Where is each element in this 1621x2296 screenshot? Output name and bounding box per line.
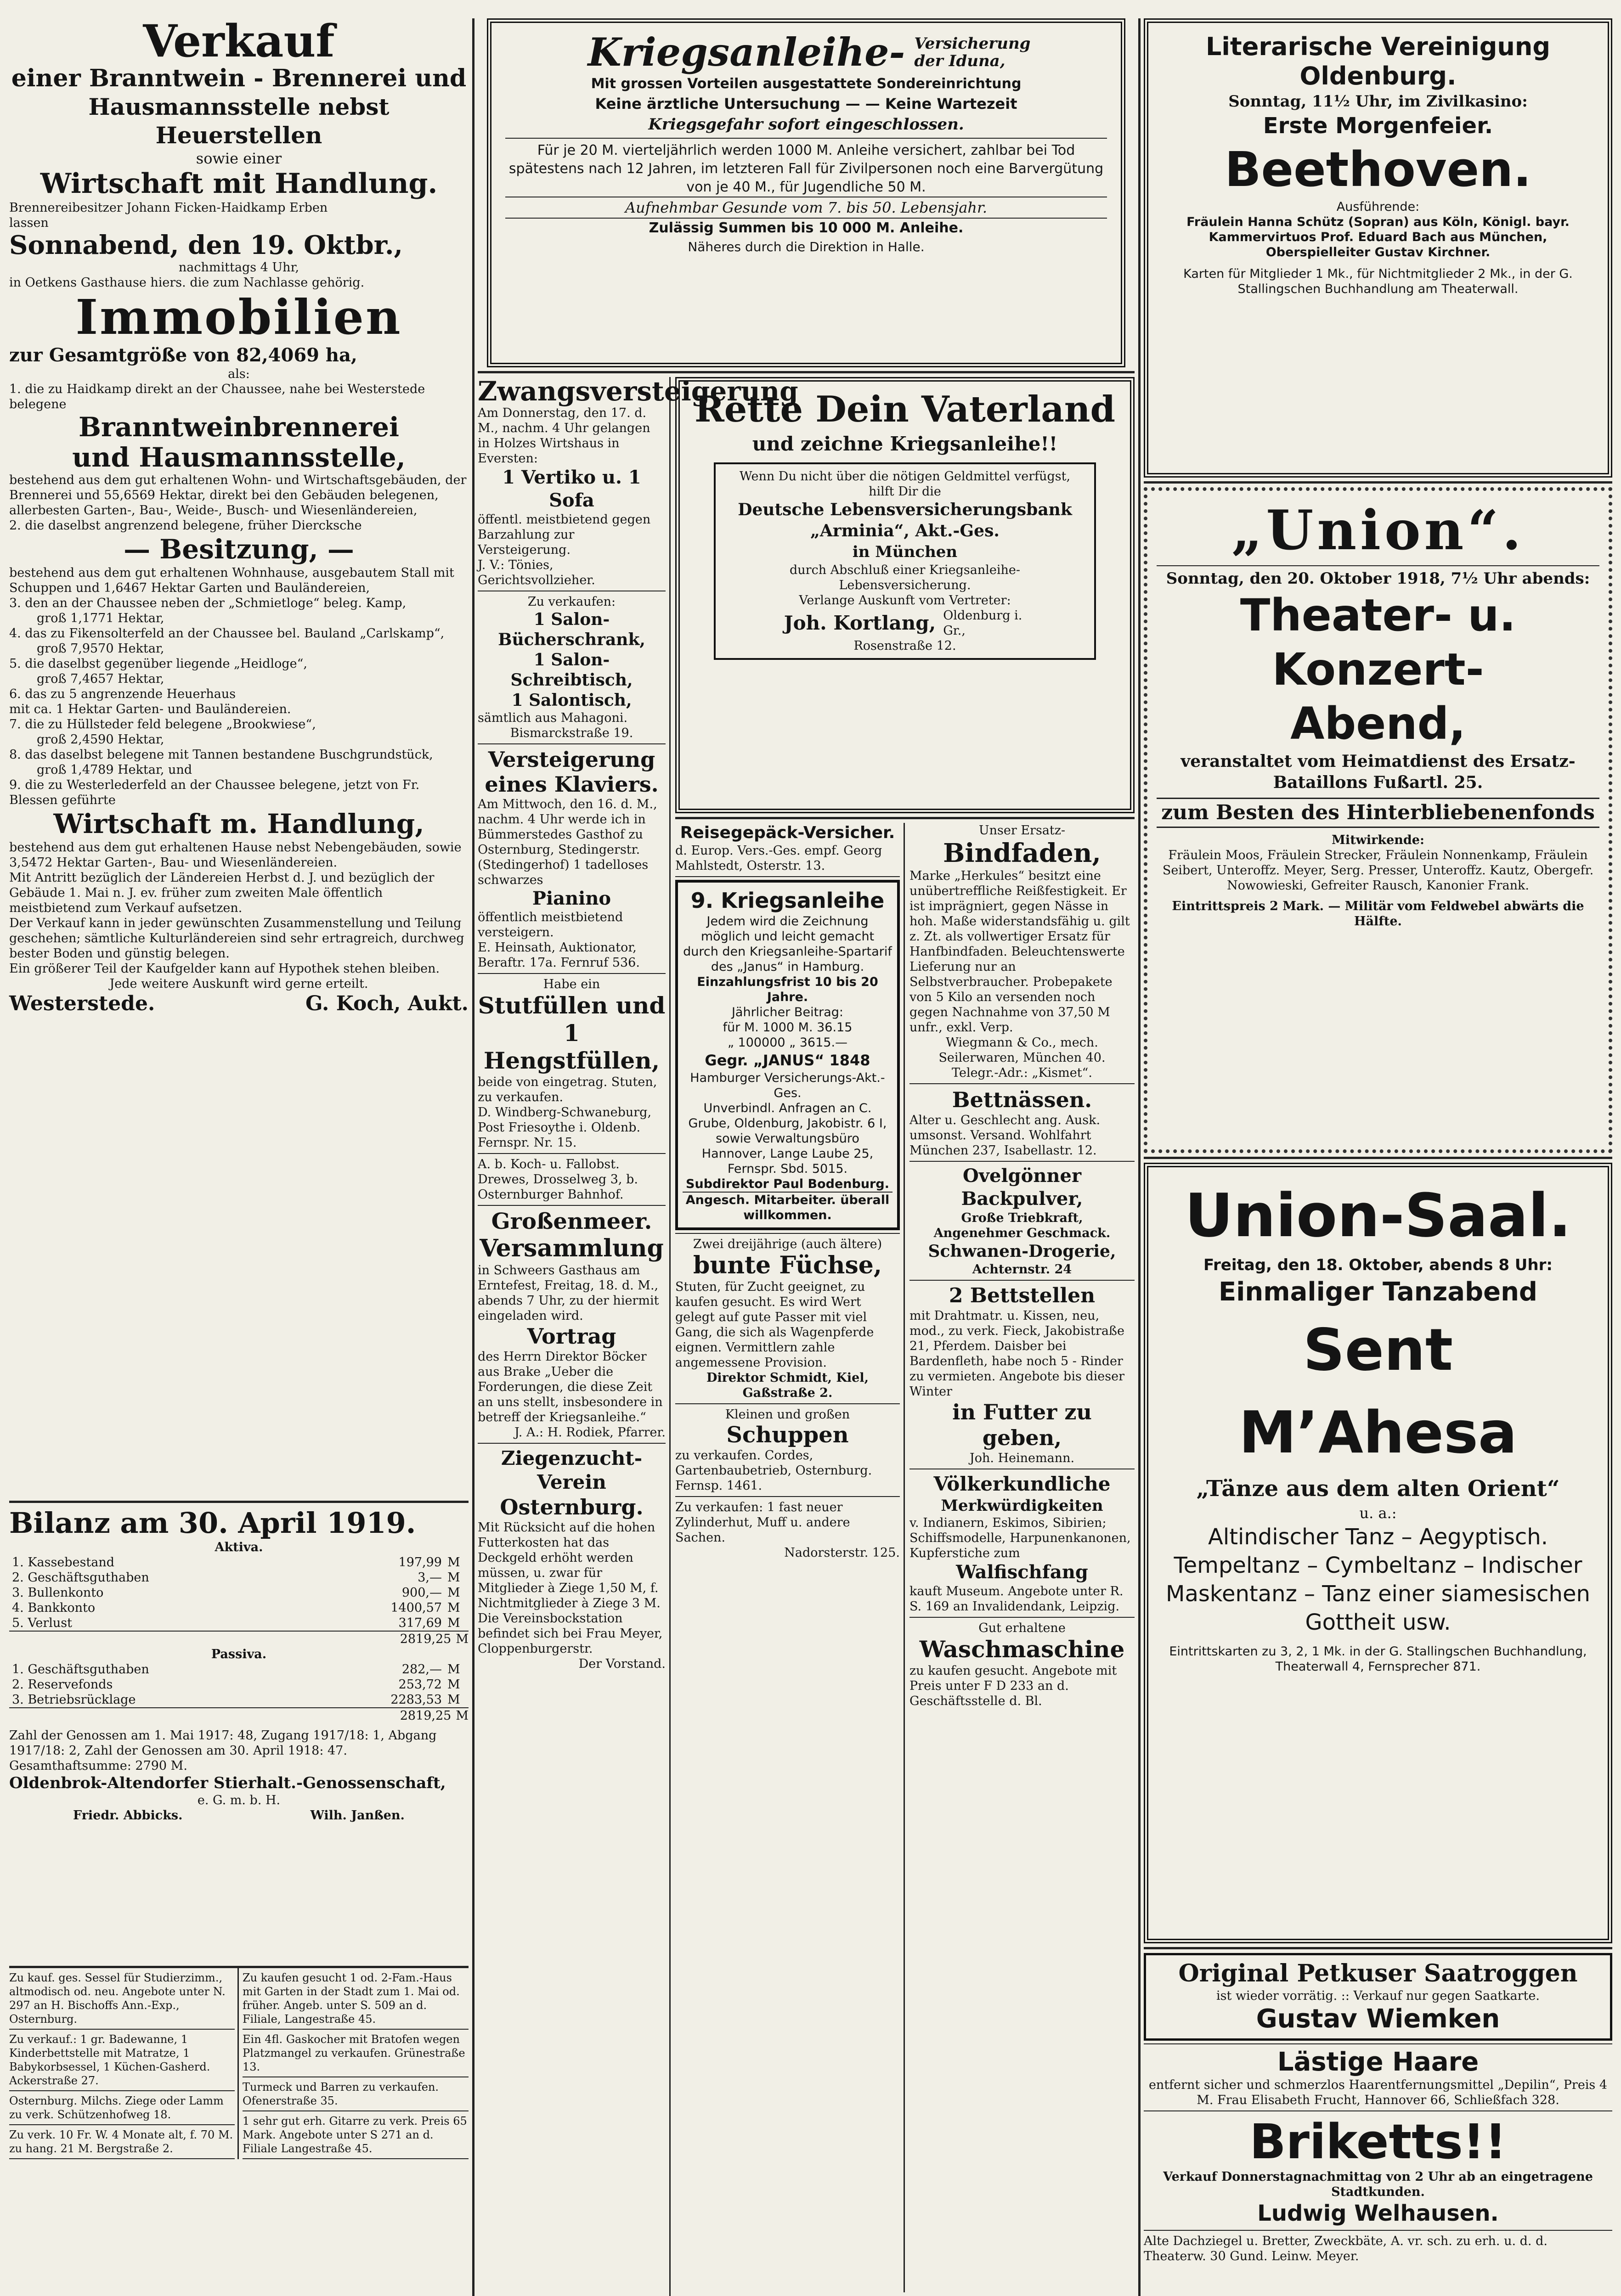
bind-head: Unser Ersatz-: [978, 823, 1066, 838]
lit-perf: Ausführende:: [1336, 200, 1420, 214]
verkauf-title: Verkauf: [143, 15, 335, 67]
literarische-ad: [1144, 18, 1612, 478]
schuppen-head: Kleinen und großen: [725, 1407, 850, 1422]
bilanz-row: [9, 1555, 469, 1570]
rette-text3: Verlange Auskunft vom Vertreter:: [799, 593, 1011, 608]
verkauf-line3: sowie einer: [196, 150, 282, 167]
classified-item: Turmeck und Barren zu verkaufen. Ofenerstraße 35.: [243, 2077, 469, 2111]
iduna-l4: Für je 20 M. vierteljährlich werden 1000 M. Anleihe versichert, zahlbar bei Tod spätestens nach 12 Jahren, im letzteren Fall für Zivilpersonen noch eine Barvergütung von je 40 M., für Jugendliche 50 M.: [508, 142, 1104, 195]
janus-text2: Hamburger Versicherungs-Akt.-Ges.: [690, 1071, 885, 1100]
bilanz-row-currency: M: [447, 1555, 460, 1570]
item-4-size: groß 7,9570 Hektar,: [37, 642, 164, 656]
stuten-head: Habe ein: [543, 977, 600, 991]
backpulver-l2: Angenehmer Geschmack.: [933, 1226, 1111, 1240]
schuppen-text: zu verkaufen. Cordes, Gartenbaubetrieb, Osternburg. Fernsp. 1461.: [675, 1448, 872, 1493]
sign-name: G. Koch, Aukt.: [305, 992, 469, 1015]
column-middle: [478, 18, 1135, 2296]
union-mit: Mitwirkende:: [1332, 833, 1424, 847]
bilanz-row-label: 1. Kassebestand: [12, 1555, 115, 1570]
backpulver-title: Ovelgönner Backpulver,: [961, 1165, 1083, 1210]
lit-event: Erste Morgenfeier.: [1263, 113, 1493, 139]
aktiva-sum: 2819,25: [400, 1632, 452, 1646]
stuten-item-1: Stutfüllen und: [478, 992, 666, 1019]
briketts-text: Verkauf Donnerstagnachmittag von 2 Uhr ab an eingetragene Stadtkunden.: [1163, 2170, 1593, 2199]
bind-tel: Telegr.-Adr.: „Kismet“.: [952, 1066, 1092, 1080]
voelker-text: v. Indianern, Eskimos, Sibirien; Schiffsmodelle, Harpunenkanonen, Kupferstiche zum: [909, 1516, 1131, 1560]
als: als:: [228, 367, 250, 381]
gross-title-1: Großenmeer.: [491, 1209, 652, 1234]
lit-text: Fräulein Hanna Schütz (Sopran) aus Köln, Königl. bayr. Kammervirtuos Prof. Eduard Bach aus München, Oberspielleiter Gustav Kirchner.: [1186, 215, 1570, 259]
middle-inner-right: [905, 823, 1135, 2292]
bilanz-row: [9, 1662, 469, 1677]
saal-ua: u. a.:: [1359, 1504, 1397, 1522]
bilanz-row-label: 3. Bullenkonto: [12, 1586, 104, 1600]
item-3-size: groß 1,1771 Hektar,: [37, 611, 164, 625]
item-4: 4. das zu Fikensolterfeld an der Chaussee bel. Bauland „Carlskamp“,: [9, 626, 445, 641]
bilanz-row-label: 2. Reservefonds: [12, 1677, 113, 1692]
haftsumme: Gesamthaftsumme: 2790 M.: [9, 1759, 187, 1773]
ziegen-title-2: Osternburg.: [500, 1495, 644, 1519]
wasch-title: Waschmaschine: [919, 1636, 1125, 1663]
haare-ad: [1144, 2047, 1612, 2108]
haare-title: Lästige Haare: [1277, 2047, 1479, 2077]
middle-right-subcolumn: [671, 377, 1135, 2296]
saal-date: Freitag, den 18. Oktober, abends 8 Uhr:: [1203, 1256, 1553, 1274]
janus-row-1: für M. 1000 M. 36.15: [723, 1020, 853, 1035]
bilanz-row-value: 1400,57: [390, 1601, 442, 1615]
wirtschaft-title: Wirtschaft m. Handlung,: [53, 808, 424, 839]
backpulver-shop: Schwanen-Drogerie,: [928, 1242, 1116, 1261]
immobilien-title: Immobilien: [75, 289, 402, 345]
bilanz-row-currency: M: [447, 1662, 460, 1677]
bilanz-row-value: 282,—: [401, 1662, 442, 1677]
walfisch-text: kauft Museum. Angebote unter R. S. 169 an Invalidendank, Leipzig.: [909, 1584, 1124, 1614]
verkaufen-item: 1 Salontisch,: [511, 691, 632, 710]
small-ads-left-column: [9, 1968, 239, 2159]
verkaufen-item: 1 Salon-Bücherschrank,: [498, 610, 645, 649]
union-date: Sonntag, den 20. Oktober 1918, 7½ Uhr abends:: [1166, 569, 1590, 588]
klavier-sign: E. Heinsath, Auktionator, Beraftr. 17a. Fernruf 536.: [478, 940, 640, 970]
verkaufen-items: [478, 609, 666, 710]
saatroggen-ad: [1144, 1953, 1612, 2041]
bilanz-row-value: 3,—: [418, 1570, 442, 1585]
zwang-title: Zwangsversteigerung: [478, 376, 798, 407]
zylinder-addr: Nadorsterstr. 125.: [784, 1546, 900, 1560]
passiva-sum-currency: M: [456, 1709, 469, 1723]
rette-title: Rette Dein Vaterland: [694, 388, 1116, 430]
lit-karten: Karten für Mitglieder 1 Mk., für Nichtmitglieder 2 Mk., in der G. Stallingschen Buchhandlung am Theaterwall.: [1183, 267, 1573, 296]
zwang-sign: J. V.: Tönies, Gerichtsvollzieher.: [478, 558, 595, 587]
passiva-label: Passiva.: [211, 1647, 267, 1661]
lit-title-2: Oldenburg.: [1299, 62, 1457, 90]
verkaufen-addr: Bismarckstraße 19.: [510, 726, 633, 740]
item-3: 3. den an der Chaussee neben der „Schmietloge“ beleg. Kamp,: [9, 596, 407, 610]
iduna-l7: Näheres durch die Direktion in Halle.: [688, 239, 925, 254]
bilanz-row-currency: M: [447, 1601, 460, 1615]
item-8-size: groß 1,4789 Hektar, und: [37, 763, 192, 777]
iduna-l6: Zulässig Summen bis 10 000 M. Anleihe.: [649, 220, 964, 236]
saal-karten: Eintrittskarten zu 3, 2, 1 Mk. in der G. Stallingschen Buchhandlung, Theaterwall 4, Fernsprecher 871.: [1169, 1644, 1587, 1674]
bilanz-row: [9, 1585, 469, 1600]
bilanz-row-value: 900,—: [401, 1586, 442, 1600]
column-right: [1144, 18, 1612, 2296]
brennerei-title-2: und Hausmannsstelle,: [72, 442, 406, 473]
saat-title: Original Petkuser Saatroggen: [1178, 1959, 1578, 1987]
genossen-text: Zahl der Genossen am 1. Mai 1917: 48, Zugang 1917/18: 1, Abgang 1917/18: 2, Zahl der Genossen am 30. April 1918: 47.: [9, 1728, 437, 1758]
ziegen-text: Mit Rücksicht auf die hohen Futterkosten hat das Deckgeld erhöht werden müssen, u. zwar für Mitglieder à Ziege 1,50 M, f. Nichtmitglieder à Ziege 3 M. Die Vereinsbockstation befindet sich bei Frau Meyer, Cloppenburgerstr.: [478, 1520, 663, 1656]
verkauf-lassen: lassen: [9, 216, 49, 230]
verkaufen-item: 1 Salon-Schreibtisch,: [510, 650, 633, 690]
rette-name: Joh. Kortlang,: [784, 612, 936, 634]
wirtschaft-text: bestehend aus dem gut erhaltenen Hause nebst Nebengebäuden, sowie 3,5472 Hektar Garten-, Bau- und Wiesenländereien.: [9, 840, 462, 870]
small-ads-left: [9, 1966, 469, 2159]
column-left: [9, 15, 469, 2296]
walfisch-title: Walfischfang: [956, 1561, 1088, 1583]
vortrag-title: Vortrag: [527, 1324, 616, 1349]
bilanz-row-value: 253,72: [398, 1677, 442, 1692]
bilanz-row-currency: M: [447, 1693, 460, 1707]
verkauf-owner: Brennereibesitzer Johann Ficken-Haidkamp Erben: [9, 201, 328, 215]
gesamt: zur Gesamtgröße von 82,4069 ha,: [9, 344, 357, 366]
bind-text: Marke „Herkules“ besitzt eine unübertreffliche Reißfestigkeit. Er ist imprägniert, gegen Nässe in hoh. Maße widerstandsfähig u. gilt z. Zt. als vollwertiger Ersatz für Hanfbindfaden. Beleuchtenswerte Lieferung nur an Selbstverbraucher. Probepakete von 5 Kilo an versenden noch gegen Nachnahme von 37,50 M unfr., exkl. Verp.: [909, 869, 1130, 1035]
janus-row-2: „ 100000 „ 3615.—: [727, 1035, 848, 1050]
sign-place: Westerstede.: [9, 992, 155, 1015]
vortrag-text: des Herrn Direktor Böcker aus Brake „Ueber die Forderungen, die diese Zeit an uns stellt, insbesondere in betreff der Kriegsanleihe.“: [478, 1350, 663, 1424]
classified-item: Zu kaufen gesucht 1 od. 2-Fam.-Haus mit Garten in der Stadt zum 1. Mai od. früher. Angeb. unter S. 509 an d. Filiale, Langestraße 45.: [243, 1968, 469, 2030]
iduna-l3: Kriegsgefahr sofort eingeschlossen.: [648, 115, 964, 134]
auskunft-text: Jede weitere Auskunft wird gerne erteilt.: [109, 977, 368, 991]
genossenschaft: Oldenbrok-Altendorfer Stierhalt.-Genossenschaft,: [9, 1774, 446, 1792]
bilanz-row-currency: M: [447, 1616, 460, 1630]
verkauf-line4: Wirtschaft mit Handlung.: [40, 168, 438, 200]
union-big-1: Theater- u. Konzert-: [1240, 590, 1516, 695]
bilanz-row: [9, 1615, 469, 1631]
bilanz-row-currency: M: [447, 1570, 460, 1585]
rette-city2: Oldenburg i. Gr.,: [943, 608, 1022, 638]
iduna-sub: Versicherung der Iduna,: [914, 34, 1031, 70]
verkauf-ad: [9, 15, 469, 1497]
lit-big: Beethoven.: [1225, 141, 1531, 197]
saal-event: Einmaliger Tanzabend: [1218, 1277, 1538, 1307]
union-price: Eintrittspreis 2 Mark. — Militär vom Feldwebel abwärts die Hälfte.: [1172, 899, 1584, 929]
union-big-2: Abend,: [1290, 698, 1466, 749]
besitzung-text: bestehend aus dem gut erhaltenen Wohnhause, ausgebautem Stall mit Schuppen und 1,6467 Hektar Garten und Bauländereien,: [9, 566, 454, 595]
item-9: 9. die zu Westerlederfeld an der Chaussee belegene, jetzt von Fr. Blessen geführte: [9, 778, 420, 807]
fuechse-sign: Direktor Schmidt, Kiel, Gaßstraße 2.: [706, 1371, 869, 1400]
bilanz-row-label: 5. Verlust: [12, 1616, 72, 1630]
item-5: 5. die daselbst gegenüber liegende „Heidloge“,: [9, 657, 308, 671]
verkauf-line2: Hausmannsstelle nebst Heuerstellen: [88, 93, 390, 149]
klavier-text2: öffentlich meistbietend versteigern.: [478, 910, 623, 940]
brennerei-title-1: Branntweinbrennerei: [78, 411, 400, 443]
bett-text: Alter u. Geschlecht ang. Ausk. umsonst. Versand. Wohlfahrt München 237, Isabellastr. 12.: [909, 1113, 1101, 1158]
last-ad: Alte Dachziegel u. Bretter, Zweckbäte, A. vr. sch. zu erh. u. d. d. Theaterw. 30 Gund. Leinw. Meyer.: [1144, 2234, 1548, 2263]
saat-text: ist wieder vorrätig. :: Verkauf nur gegen Saatkarte.: [1216, 1989, 1540, 2003]
saal-sub: „Tänze aus dem alten Orient“: [1196, 1476, 1560, 1502]
aktiva-table: [9, 1555, 469, 1631]
zylinder-text: Zu verkaufen: 1 fast neuer Zylinderhut, Muff u. andere Sachen.: [675, 1500, 850, 1545]
sign-left: Friedr. Abbicks.: [73, 1808, 183, 1823]
aktiva-sum-currency: M: [456, 1632, 469, 1646]
stuten-sign: D. Windberg-Schwaneburg, Post Friesoythe i. Oldenb. Fernspr. Nr. 15.: [478, 1105, 652, 1150]
bilanz-row-label: 3. Betriebsrücklage: [12, 1693, 136, 1707]
rette-addr: Rosenstraße 12.: [853, 639, 956, 653]
passiva-sum: 2819,25: [400, 1709, 452, 1723]
bilanz-ad: [9, 1507, 469, 1966]
backpulver-addr: Achternstr. 24: [972, 1262, 1072, 1277]
bilanz-row-value: 2283,53: [390, 1693, 442, 1707]
item-7-size: groß 2,4590 Hektar,: [37, 732, 164, 747]
wasch-head: Gut erhaltene: [978, 1621, 1066, 1635]
column-rule-left: [472, 18, 474, 2296]
ziegen-sign: Der Vorstand.: [578, 1657, 666, 1671]
brennerei-text: bestehend aus dem gut erhaltenen Wohn- und Wirtschaftsgebäuden, der Brennerei und 55,6569 Hektar, direkt bei den Gebäuden belegenen, allerbesten Garten-, Bau-, Weide-, Busch- und Wiesenländereien,: [9, 473, 467, 518]
verkauf-line1: einer Branntwein - Brennerei und: [11, 64, 467, 92]
gross-text: in Schweers Gasthaus am Erntefest, Freitag, 18. d. M., abends 7 Uhr, zu der hiermit eingeladen wird.: [478, 1263, 659, 1323]
iduna-l2: Keine ärztliche Untersuchung — — Keine Wartezeit: [595, 95, 1017, 113]
middle-inner-left: [675, 823, 905, 2292]
verkauf-note: Der Verkauf kann in jeder gewünschten Zusammenstellung und Teilung geschehen; sämtliche Kulturländereien sind sehr ertragreich, durchweg bester Boden und günstig belegen.: [9, 916, 464, 961]
briketts-name: Ludwig Welhausen.: [1257, 2200, 1499, 2226]
bilanz-row-currency: M: [447, 1586, 460, 1600]
klavier-title-2: eines Klaviers.: [485, 772, 659, 797]
genossenschaft-2: e. G. m. b. H.: [197, 1793, 281, 1807]
futter-title: in Futter zu geben,: [952, 1400, 1092, 1450]
union-benefit: zum Besten des Hinterbliebenenfonds: [1157, 798, 1599, 828]
bett-title: Bettnässen.: [952, 1087, 1092, 1112]
janus-text: Jedem wird die Zeichnung möglich und leicht gemacht durch den Kriegsanleihe-Spartarif des „Janus“ in Hamburg.: [683, 914, 892, 974]
item-6-text: mit ca. 1 Hektar Garten- und Bauländereien.: [9, 702, 291, 716]
futter-sign: Joh. Heinemann.: [969, 1451, 1075, 1465]
saal-title: Union-Saal.: [1185, 1181, 1571, 1250]
bilanz-row: [9, 1600, 469, 1615]
item-6: 6. das zu 5 angrenzende Heuerhaus: [9, 687, 236, 701]
zwang-item: 1 Vertiko u. 1 Sofa: [502, 467, 641, 511]
janus-gegr: Gegr. „JANUS“ 1848: [705, 1052, 870, 1069]
union-saal-ad: [1144, 1163, 1612, 1943]
reise-text: d. Europ. Vers.-Ges. empf. Georg Mahlstedt, Osterstr. 13.: [675, 844, 882, 873]
verkauf-date: Sonnabend, den 19. Oktbr.,: [9, 230, 403, 260]
union-names: Fräulein Moos, Fräulein Strecker, Fräulein Nonnenkamp, Fräulein Seibert, Unteroffz. Meyer, Serg. Presser, Unteroffz. Kautz, Obergefr. Nowowieski, Gefreiter Rausch, Kanonier Frank.: [1162, 848, 1594, 893]
bilanz-row: [9, 1677, 469, 1692]
janus-title: 9. Kriegsanleihe: [690, 888, 885, 913]
bilanz-title: Bilanz am 30. April 1919.: [9, 1506, 416, 1540]
verkaufen-head: Zu verkaufen:: [527, 595, 616, 609]
union-title: „Union“.: [1231, 498, 1525, 562]
briketts-title: Briketts!!: [1249, 2114, 1507, 2170]
saat-name: Gustav Wiemken: [1256, 2004, 1500, 2034]
vortrag-sign: J. A.: H. Rodiek, Pfarrer.: [514, 1425, 666, 1440]
verkauf-place: in Oetkens Gasthause hiers. die zum Nachlasse gehörig.: [9, 276, 365, 290]
item-2: 2. die daselbst angrenzend belegene, früher Diercksche: [9, 518, 362, 533]
briketts-ad: [1144, 2114, 1612, 2227]
janus-ad: [675, 880, 900, 1230]
lit-title-1: Literarische Vereinigung: [1206, 32, 1550, 61]
rette-sub: und zeichne Kriegsanleihe!!: [752, 433, 1058, 455]
fuechse-head: Zwei dreijährige (auch ältere): [693, 1237, 882, 1251]
bind-sign: Wiegmann & Co., mech. Seilerwaren, München 40.: [938, 1035, 1106, 1065]
iduna-l5: Aufnehmbar Gesunde vom 7. bis 50. Lebensjahr.: [505, 197, 1107, 219]
classified-item: 1 sehr gut erh. Gitarre zu verk. Preis 65 Mark. Angebote unter S 271 an d. Filiale Langestraße 45.: [243, 2111, 469, 2159]
item-1: 1. die zu Haidkamp direkt an der Chaussee, nahe bei Westerstede belegene: [9, 382, 425, 411]
gross-title-2: Versammlung: [480, 1234, 664, 1262]
bilanz-row: [9, 1570, 469, 1585]
janus-frist: Einzahlungsfrist 10 bis 20 Jahre.: [697, 975, 878, 1004]
bilanz-row-label: 1. Geschäftsguthaben: [12, 1662, 149, 1677]
klavier-item: Pianino: [532, 888, 611, 909]
bind-title: Bindfaden,: [943, 838, 1101, 868]
rette-ad: [675, 377, 1135, 813]
bilanz-row-currency: M: [447, 1677, 460, 1692]
reise-title: Reisegepäck-Versicher.: [680, 823, 895, 842]
column-rule-right: [1138, 18, 1141, 2296]
bilanz-row-label: 4. Bankkonto: [12, 1601, 96, 1615]
rette-text: Wenn Du nicht über die nötigen Geldmittel verfügst, hilft Dir die: [739, 469, 1071, 499]
small-ads-right-column: [239, 1968, 469, 2159]
classified-item: Zu verkauf.: 1 gr. Badewanne, 1 Kinderbettstelle mit Matratze, 1 Babykorbsessel, 1 Küchen-Gasherd. Ackerstraße 27.: [9, 2030, 235, 2091]
item-5-size: groß 7,4657 Hektar,: [37, 672, 164, 686]
ziegen-title-1: Ziegenzucht-Verein: [501, 1447, 643, 1493]
haare-text: entfernt sicher und schmerzlos Haarentfernungsmittel „Depilin“, Preis 4 M. Frau Elisabeth Frucht, Hannover 66, Schließfach 328.: [1148, 2078, 1608, 2107]
iduna-l1: Mit grossen Vorteilen ausgestattete Sondereinrichtung: [591, 76, 1022, 92]
rette-text2: durch Abschluß einer Kriegsanleihe-Lebensversicherung.: [790, 563, 1020, 592]
passiva-table: [9, 1662, 469, 1707]
bettst-text: mit Drahtmatr. u. Kissen, neu, mod., zu verk. Fieck, Jakobistraße 21, Pferdem. Daisber bei Bardenfleth, habe noch 5 - Rinder zu vermieten. Angebote bis dieser Winter: [909, 1309, 1125, 1399]
stuten-item-2: 1 Hengstfüllen,: [483, 1019, 660, 1074]
saal-text: Altindischer Tanz – Aegyptisch. Tempeltanz – Cymbeltanz – Indischer Maskentanz – Tanz einer siamesischen Gottheit usw.: [1166, 1524, 1590, 1635]
rette-city: in München: [852, 543, 958, 561]
voelker-title: Völkerkundliche: [933, 1473, 1111, 1495]
fallobst: A. b. Koch- u. Fallobst. Drewes, Drosselweg 3, b. Osternburger Bahnhof.: [478, 1157, 638, 1202]
classified-item: Osternburg. Milchs. Ziege oder Lamm zu verk. Schützenhofweg 18.: [9, 2091, 235, 2125]
iduna-ad: [487, 18, 1125, 367]
lit-when: Sonntag, 11½ Uhr, im Zivilkasino:: [1228, 92, 1528, 111]
bilanz-row-label: 2. Geschäftsguthaben: [12, 1570, 149, 1585]
rette-bank: Deutsche Lebensversicherungsbank „Arminia“, Akt.-Ges.: [738, 500, 1072, 540]
bilanz-row-value: 317,69: [398, 1616, 442, 1630]
classified-item: Ein 4fl. Gaskocher mit Bratofen wegen Platzmangel zu verkaufen. Grünestraße 13.: [243, 2030, 469, 2077]
union-ad: [1144, 487, 1612, 1153]
besitzung-title: — Besitzung, —: [124, 534, 354, 565]
zwang-text: Am Donnerstag, den 17. d. M., nachm. 4 Uhr gelangen in Holzes Wirtshaus in Eversten:: [478, 406, 650, 466]
hypothek-text: Ein größerer Teil der Kaufgelder kann auf Hypothek stehen bleiben.: [9, 962, 440, 976]
bettst-title: 2 Bettstellen: [949, 1284, 1096, 1307]
verkaufen-text: sämtlich aus Mahagoni.: [478, 711, 628, 725]
union-text: veranstaltet vom Heimatdienst des Ersatz-Bataillons Fußartl. 25.: [1180, 752, 1576, 792]
item-8: 8. das daselbst belegene mit Tannen bestandene Buschgrundstück,: [9, 748, 433, 762]
voelker-sub: Merkwürdigkeiten: [941, 1497, 1103, 1515]
fuechse-title: bunte Füchse,: [693, 1251, 882, 1279]
klavier-text: Am Mittwoch, den 16. d. M., nachm. 4 Uhr werde ich in Bümmerstedes Gasthof zu Osternburg, Stedingerstr. (Stedingerhof) 1 tadelloses schwarzes: [478, 797, 657, 887]
antritt-text: Mit Antritt bezüglich der Ländereien Herbst d. J. und bezüglich der Gebäude 1. Mai n. J. ev. früher zum zweiten Male öffentlich meistbietend zum Verkauf aufsetzen.: [9, 871, 435, 915]
item-7: 7. die zu Hüllsteder feld belegene „Brookwiese“,: [9, 717, 316, 732]
janus-text3: Unverbindl. Anfragen an C. Grube, Oldenburg, Jakobistr. 6 I, sowie Verwaltungsbüro Hannover, Lange Laube 25, Fernspr. Sbd. 5015.: [688, 1101, 887, 1176]
wasch-text: zu kaufen gesucht. Angebote mit Preis unter F D 233 an d. Geschäftsstelle d. Bl.: [909, 1664, 1117, 1708]
saal-name: Sent M’Ahesa: [1239, 1316, 1517, 1466]
schuppen-title: Schuppen: [726, 1422, 849, 1448]
janus-beitrag: Jährlicher Beitrag:: [731, 1005, 844, 1019]
stuten-text: beide von eingetrag. Stuten, zu verkaufen.: [478, 1075, 657, 1104]
verkauf-time: nachmittags 4 Uhr,: [178, 260, 299, 275]
fuechse-text: Stuten, für Zucht geeignet, zu kaufen gesucht. Es wird Wert gelegt auf gute Passer mit viel Gang, die sich als Wagenpferde eignen. Vermittlern zahle angemessene Provision.: [675, 1280, 874, 1370]
classified-item: Zu kauf. ges. Sessel für Studierzimm., altmodisch od. neu. Angebote unter N. 297 an H. Bischoffs Ann.-Exp., Osternburg.: [9, 1968, 235, 2030]
zwang-text2: öffentl. meistbietend gegen Barzahlung zur Versteigerung.: [478, 512, 651, 557]
classified-item: Zu verk. 10 Fr. W. 4 Monate alt, f. 70 M. zu hang. 21 M. Bergstraße 2.: [9, 2125, 235, 2159]
janus-sub: Subdirektor Paul Bodenburg.: [686, 1177, 889, 1191]
sign-right: Wilh. Janßen.: [310, 1808, 405, 1823]
janus-foot: Angesch. Mitarbeiter. überall willkommen.: [683, 1192, 892, 1223]
aktiva-label: Aktiva.: [215, 1540, 263, 1554]
klavier-title-1: Versteigerung: [488, 747, 655, 772]
backpulver-l1: Große Triebkraft,: [961, 1211, 1083, 1225]
iduna-title: Kriegsanleihe-: [587, 29, 905, 75]
bilanz-row-value: 197,99: [398, 1555, 442, 1570]
bilanz-row: [9, 1692, 469, 1707]
